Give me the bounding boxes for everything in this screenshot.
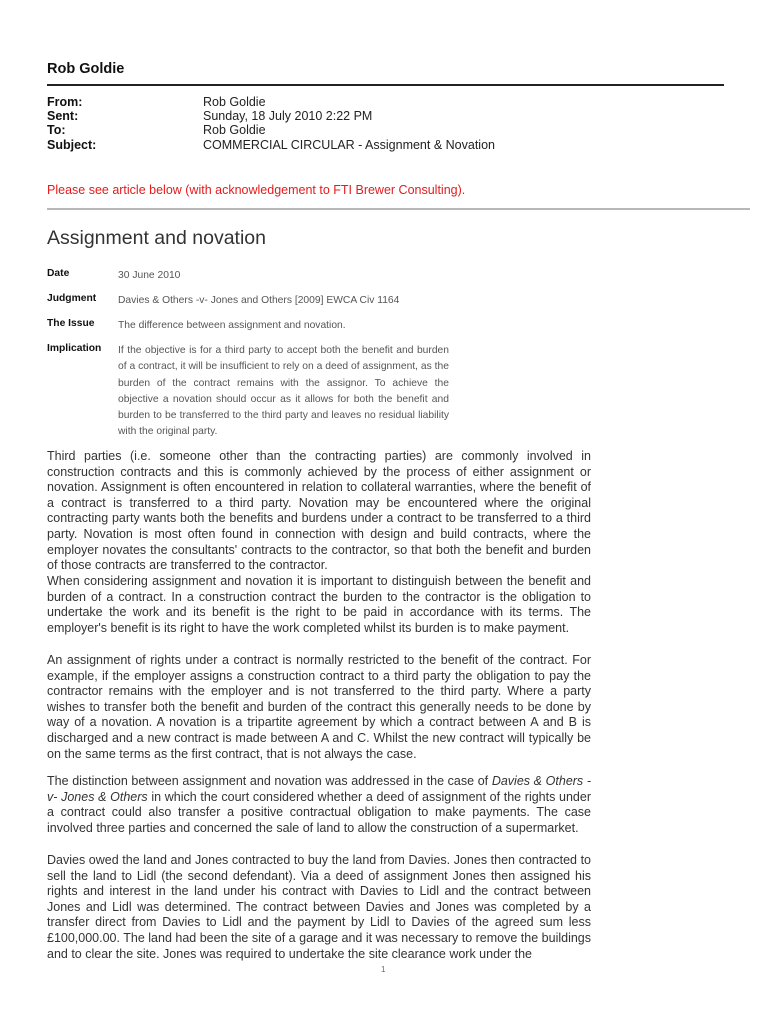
header-value: Rob Goldie bbox=[203, 95, 266, 109]
header-divider bbox=[47, 84, 724, 86]
meta-key: Date bbox=[47, 268, 70, 279]
meta-key: The Issue bbox=[47, 318, 95, 329]
page-number: 1 bbox=[381, 965, 386, 974]
meta-value: Davies & Others -v- Jones and Others [2009] EWCA Civ 1164 bbox=[118, 295, 400, 306]
meta-key: Implication bbox=[47, 343, 102, 354]
paragraph-text: The distinction between assignment and novation was addressed in the case of bbox=[47, 774, 492, 788]
header-key: From: bbox=[47, 95, 83, 109]
body-paragraph bbox=[47, 774, 591, 836]
case-name: Davies & Others -v- Jones & Others bbox=[47, 774, 591, 804]
body-paragraph: Third parties (i.e. someone other than the contracting parties) are commonly involved in construction contracts and this is commonly achieved by the process of either assignment or novation. Assignment is often encountered in relation to collateral warranties, where the benefit of a contract is transferred to a third party. Novation may be encountered where the original contracting party wants both the benefits and burdens under a contract to be transferred to a third party. Novation is most often found in connection with design and build contracts, where the employer novates the consultants' contracts to the contractor, so that both the benefit and burden of those contracts are transferred to the contractor. bbox=[47, 449, 591, 573]
header-value: Rob Goldie bbox=[203, 123, 266, 137]
sender-name: Rob Goldie bbox=[47, 61, 125, 77]
acknowledgement-notice: Please see article below (with acknowledgement to FTI Brewer Consulting). bbox=[47, 183, 466, 197]
header-value: Sunday, 18 July 2010 2:22 PM bbox=[203, 109, 373, 123]
body-paragraph: When considering assignment and novation it is important to distinguish between the benefit and burden of a contract. In a construction contract the burden to the contractor is the obligation to undertake the work and its benefit is the right to be paid in accordance with its terms. The employer's benefit is its right to have the work completed whilst its burden is to make payment. bbox=[47, 574, 591, 635]
header-key: Subject: bbox=[47, 138, 97, 152]
article-title: Assignment and novation bbox=[47, 227, 266, 249]
meta-value: The difference between assignment and novation. bbox=[118, 320, 346, 331]
paragraph-text: in which the court considered whether a deed of assignment of the rights under a contract could also transfer a positive contractual obligation to make payments. The case involved three parties and concerned the sale of land to allow the construction of a supermarket. bbox=[47, 789, 591, 835]
section-divider bbox=[47, 208, 750, 210]
body-paragraph: Davies owed the land and Jones contracted to buy the land from Davies. Jones then contracted to sell the land to Lidl (the second defendant). Via a deed of assignment Jones then assigned his rights and interest in the land under his contract with Davies to Lidl and the contract between Jones and Lidl was determined. The contract between Davies and Jones was completed by a transfer direct from Davies to Lidl and the payment by Lidl to Davies of the agreed sum less £100,000.00. The land had been the site of a garage and it was necessary to remove the buildings and to clear the site. Jones was required to undertake the site clearance work under the bbox=[47, 853, 591, 961]
header-value: COMMERCIAL CIRCULAR - Assignment & Novation bbox=[203, 138, 495, 152]
meta-value: If the objective is for a third party to accept both the benefit and burden of a contract, it will be insufficient to rely on a deed of assignment, as the burden of the contract remains with the assignor. To achieve the objective a novation should occur as it allows for both the benefit and burden to be transferred to the third party and leaves no residual liability with the original party. bbox=[118, 345, 449, 438]
meta-key: Judgment bbox=[47, 293, 97, 304]
header-key: To: bbox=[47, 123, 66, 137]
header-key: Sent: bbox=[47, 109, 79, 123]
meta-value: 30 June 2010 bbox=[118, 270, 181, 281]
body-paragraph: An assignment of rights under a contract is normally restricted to the benefit of the contract. For example, if the employer assigns a construction contract to a third party the obligation to pay the contractor remains with the employer and is not transferred to the third party. Where a party wishes to transfer both the benefit and burden of the contract this generally needs to be done by way of a novation. A novation is a tripartite agreement by which a contract between A and B is discharged and a new contract is made between A and C. Whilst the new contract will typically be on the same terms as the first contract, that is not always the case. bbox=[47, 653, 591, 761]
